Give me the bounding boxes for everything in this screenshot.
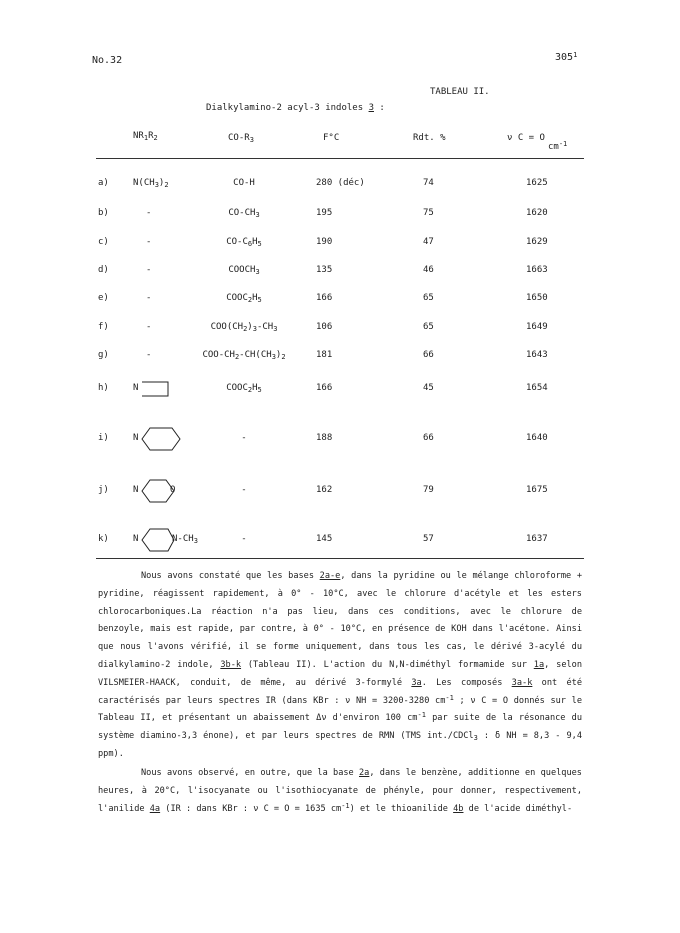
cell-yield: 74: [423, 178, 434, 188]
table-top-rule: [96, 158, 584, 159]
cell-amine: -: [146, 350, 152, 360]
cell-acyl: $CO-CH_3$: [228, 208, 260, 219]
cell-amine: -: [146, 293, 152, 303]
cell-melting-point: 166: [316, 383, 333, 393]
cell-yield: 66: [423, 433, 434, 443]
row-label: k): [98, 534, 109, 544]
row-label: c): [98, 237, 109, 247]
cell-amine: -: [146, 237, 152, 247]
ring-nitrogen: N: [133, 383, 139, 393]
cell-acyl: $COOC_2H_5$: [226, 293, 262, 304]
cell-acyl: $CO-C_6H_5$: [226, 237, 262, 248]
cell-melting-point: 195: [316, 208, 333, 218]
row-label: b): [98, 208, 109, 218]
cell-melting-point: 145: [316, 534, 333, 544]
ring-heteroatom: O: [170, 485, 176, 495]
table-bottom-rule: [96, 558, 584, 559]
cell-acyl: $COO(CH_2)_3-CH_3$: [210, 322, 278, 333]
cell-ir-frequency: 1649: [526, 322, 548, 332]
cell-ir-frequency: 1654: [526, 383, 548, 393]
cell-amine: [128, 525, 198, 557]
cell-amine: -: [146, 322, 152, 332]
cell-ir-frequency: 1663: [526, 265, 548, 275]
cell-melting-point: 135: [316, 265, 333, 275]
row-label: e): [98, 293, 109, 303]
cell-yield: 65: [423, 322, 434, 332]
row-label: g): [98, 350, 109, 360]
ring-nitrogen: N: [133, 433, 139, 443]
body-paragraph-2: Nous avons observé, en outre, que la base 2a, dans le benzène, additionne en quelques heures, à 20°C, l'isocyanate ou l'isothiocyanate de phényle, pour donner, respectivement, l'anilide 4a (IR : dans KBr : ν C = O = 1635 $cm^{-1}$) et le thioanilide 4b de l'acide diméthyl-: [98, 768, 582, 814]
page-number: $305^1$: [555, 51, 578, 63]
row-label: a): [98, 178, 109, 188]
ring-heteroatom: $N-CH_3$: [172, 534, 198, 545]
cell-ir-frequency: 1640: [526, 433, 548, 443]
col-header-nu-unit: $cm^{-1}$: [548, 140, 568, 152]
cell-acyl: CO-H: [233, 178, 255, 188]
page-journal-number: No.32: [92, 55, 123, 66]
cell-acyl: COO-$CH_2-CH(CH_3)_2$: [202, 350, 286, 361]
ring-nitrogen: N: [133, 534, 139, 544]
ring-nitrogen: N: [133, 485, 139, 495]
cell-acyl: -: [241, 485, 247, 495]
cell-melting-point: 162: [316, 485, 333, 495]
cell-yield: 45: [423, 383, 434, 393]
table-caption: Dialkylamino-2 acyl-3 indoles 3 :: [206, 103, 385, 113]
cell-acyl: -: [241, 534, 247, 544]
cell-amine: [128, 424, 192, 456]
cell-ir-frequency: 1620: [526, 208, 548, 218]
cell-amine: -: [146, 265, 152, 275]
cell-ir-frequency: 1650: [526, 293, 548, 303]
cell-yield: 66: [423, 350, 434, 360]
cell-acyl: $COOCH_3$: [228, 265, 260, 276]
cell-melting-point: 166: [316, 293, 333, 303]
cell-yield: 79: [423, 485, 434, 495]
cell-yield: 47: [423, 237, 434, 247]
cell-melting-point: 181: [316, 350, 333, 360]
cell-ir-frequency: 1625: [526, 178, 548, 188]
row-label: j): [98, 485, 109, 495]
cell-melting-point: 188: [316, 433, 333, 443]
cell-yield: 65: [423, 293, 434, 303]
cell-yield: 46: [423, 265, 434, 275]
cell-melting-point: 106: [316, 322, 333, 332]
col-header-nu-co: ν C = O: [507, 133, 545, 143]
row-label: d): [98, 265, 109, 275]
cell-amine: [128, 476, 192, 508]
cell-ir-frequency: 1629: [526, 237, 548, 247]
cell-ir-frequency: 1637: [526, 534, 548, 544]
col-header-mp: F°C: [323, 133, 340, 143]
col-header-co: $CO-R_3$: [228, 133, 254, 144]
row-label: i): [98, 433, 109, 443]
row-label: h): [98, 383, 109, 393]
cell-acyl: $COOC_2H_5$: [226, 383, 262, 394]
cell-ir-frequency: 1675: [526, 485, 548, 495]
row-label: f): [98, 322, 109, 332]
cell-amine: [128, 378, 192, 410]
cell-melting-point: 280 (déc): [316, 178, 365, 188]
cell-melting-point: 190: [316, 237, 333, 247]
cell-yield: 57: [423, 534, 434, 544]
col-header-nr: $NR_1R_2$: [133, 131, 158, 142]
table-label: TABLEAU II.: [430, 87, 490, 97]
col-header-yield: Rdt. %: [413, 133, 446, 143]
cell-yield: 75: [423, 208, 434, 218]
cell-amine: $N(CH_3)_2$: [133, 178, 169, 189]
cell-ir-frequency: 1643: [526, 350, 548, 360]
cell-amine: -: [146, 208, 152, 218]
cell-acyl: -: [241, 433, 247, 443]
body-paragraph-1: Nous avons constaté que les bases 2a-e, dans la pyridine ou le mélange chloroforme + pyridine, réagissent rapidement, à 0° - 10°C, avec le chlorure d'acétyle et les esters chlorocarboniques.La réaction n'a pas lieu, dans ces conditions, avec le chlorure de benzoyle, mais est rapide, par contre, à 0° - 10°C, en présence de KOH dans l'acétone. Ainsi que nous l'avons vérifié, il se forme uniquement, dans tous les cas, le dérivé 3-acylé du dialkylamino-2 indole, 3b-k (Tableau II). L'action du N,N-diméthyl formamide sur 1a, selon VILSMEIER-HAACK, conduit, de même, au dérivé 3-formylé 3a. Les composés 3a-k ont été caractérisés par leurs spectres IR (dans KBr : ν NH = 3200-3280 $cm^{-1}$ ; ν C = O donnés sur le Tableau II, et présentant un abaissement Δν d'environ 100 $cm^{-1}$ par suite de la résonance du système diamino-3,3 énone), et par leurs spectres de RMN (TMS int./CDCl$_3$ : δ NH = 8,3 - 9,4 ppm).: [98, 571, 583, 759]
